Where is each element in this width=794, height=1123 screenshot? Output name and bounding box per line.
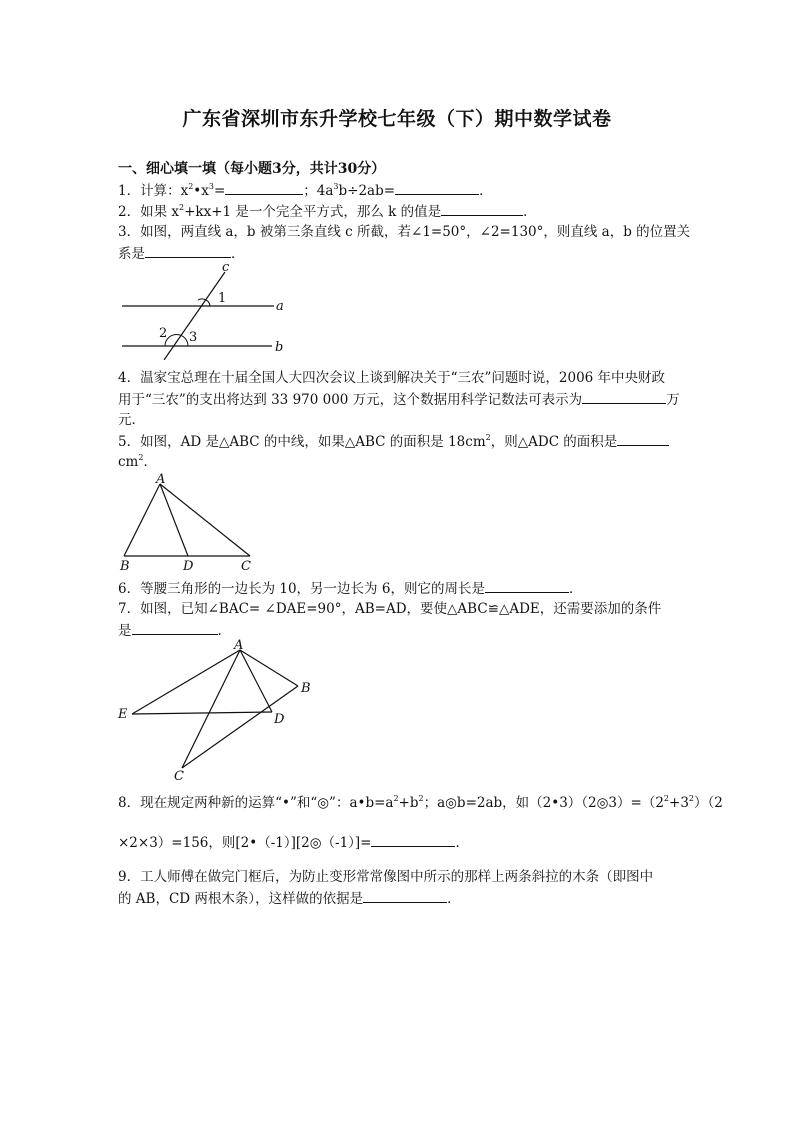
page-title: 广东省深圳市东升学校七年级（下）期中数学试卷 xyxy=(182,108,612,130)
question-3-line2: 系是 ． xyxy=(118,243,245,264)
svg-text:b: b xyxy=(275,340,284,355)
svg-text:a: a xyxy=(276,299,284,314)
answer-blank[interactable] xyxy=(132,620,218,635)
question-3-line1: 3．如图，两直线 a，b 被第三条直线 c 所截，若∠1=50°，∠2=130°，则直线 a，b 的位置关 xyxy=(118,224,691,240)
question-1: 1．计算：$x^2•x^3=$ ；$4a^3b\div 2ab=$ ． xyxy=(118,182,493,199)
svg-text:c: c xyxy=(222,260,230,275)
svg-text:3: 3 xyxy=(189,330,198,345)
svg-text:1: 1 xyxy=(218,291,227,306)
question-8-line1: 8．现在规定两种新的运算“•”和“◎”：$a•b=a^2+b^2$；a◎b=2ab，如$(2•3)(2◎3)=(2^2+3^2)(2$ xyxy=(118,794,723,811)
answer-blank[interactable] xyxy=(225,180,303,195)
question-4-line3: 元． xyxy=(118,412,145,428)
svg-text:D: D xyxy=(274,712,285,727)
question-5-line1: 5．如图，AD 是△ABC 的中线，如果△ABC 的面积是 $18cm^2$，则△ADC 的面积是 xyxy=(118,431,669,452)
question-7-line2: 是 ． xyxy=(118,620,231,641)
question-4-line2: 用于“三农”的支出将达到 33 970 000 万元，这个数据用科学记数法可表示为 万 xyxy=(118,389,680,410)
svg-text:B: B xyxy=(120,559,130,574)
section-heading: 一、细心填一填（每小题3分，共计30分） xyxy=(118,161,386,177)
answer-blank[interactable] xyxy=(617,431,669,446)
question-2: 2．如果 $x^2+kx+1$ 是一个完全平方式，那么 k 的值是 ． xyxy=(118,203,537,220)
answer-blank[interactable] xyxy=(145,243,231,258)
svg-text:A: A xyxy=(234,638,244,653)
svg-text:B: B xyxy=(301,681,311,696)
svg-text:C: C xyxy=(174,769,184,784)
svg-text:D: D xyxy=(183,559,194,574)
answer-blank[interactable] xyxy=(582,389,666,404)
answer-blank[interactable] xyxy=(485,578,569,593)
svg-text:E: E xyxy=(118,707,128,722)
answer-blank[interactable] xyxy=(371,832,455,847)
question-9-line2: 的 AB，CD 两根木条），这样做的依据是 ． xyxy=(118,888,461,909)
answer-blank[interactable] xyxy=(395,180,479,195)
svg-text:A: A xyxy=(156,472,166,487)
svg-text:2: 2 xyxy=(159,326,168,341)
svg-text:C: C xyxy=(241,559,251,574)
question-7-line1: 7．如图，已知∠BAC= ∠DAE=90°，AB=AD，要使△ABC≌△ADE，还需要添加的条件 xyxy=(118,601,662,617)
figure-triangle-median xyxy=(116,472,266,574)
question-4-line1: 4．温家宝总理在十届全国人大四次会议上谈到解决关于“三农”问题时说，2006 年中央财政 xyxy=(118,370,666,386)
question-8-line2: ×2×3）=156，则[2•（-1）][2◎（-1）]= ． xyxy=(118,832,469,853)
figure-congruent-triangles xyxy=(114,636,324,784)
answer-blank[interactable] xyxy=(363,888,447,903)
question-6: 6．等腰三角形的一边长为 10，另一边长为 6，则它的周长是 ． xyxy=(118,578,582,599)
figure-transversal xyxy=(118,260,298,360)
answer-blank[interactable] xyxy=(441,201,523,216)
question-9-line1: 9．工人师傅在做完门框后，为防止变形常常像图中所示的那样上两条斜拉的木条（即图中 xyxy=(118,869,654,885)
question-5-line2: $cm^2$． xyxy=(118,453,157,470)
